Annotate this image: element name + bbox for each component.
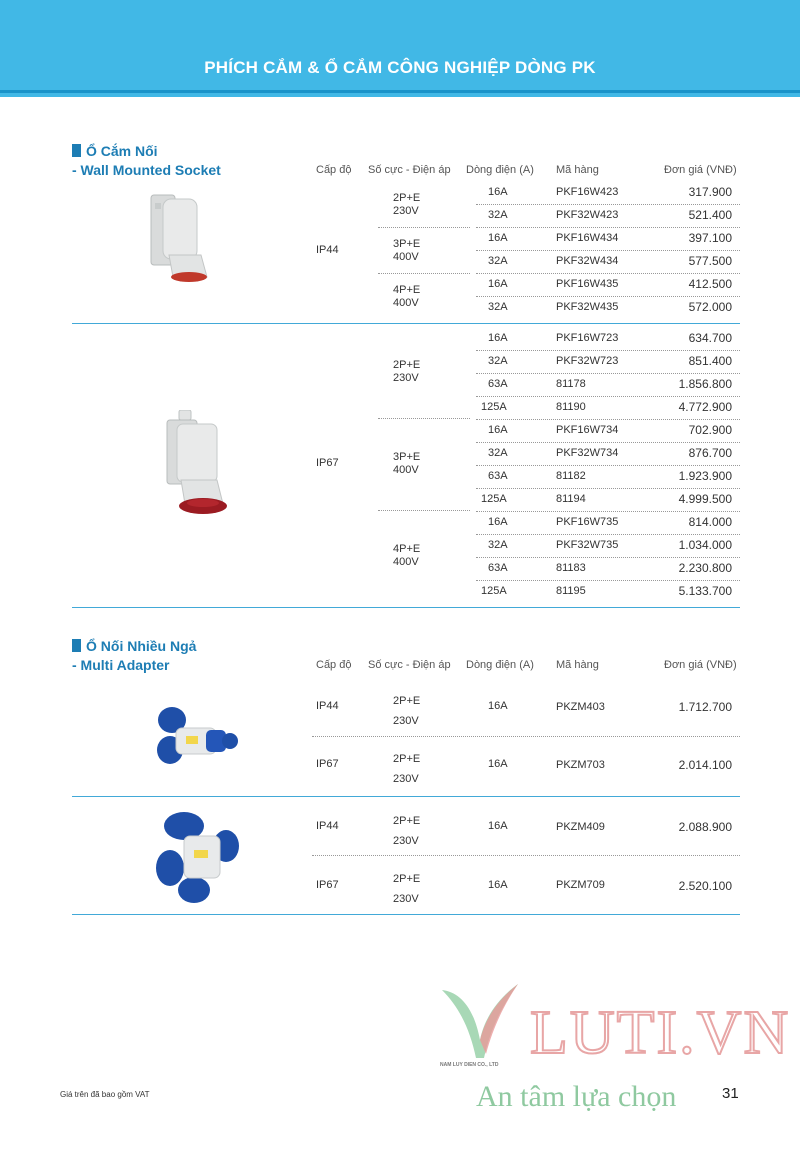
- col-header-price: Đơn giá (VNĐ): [664, 164, 737, 176]
- col-header-pole: Số cực - Điện áp: [368, 659, 451, 671]
- voltage-value: 230V: [393, 835, 419, 847]
- col-header-ip: Cấp độ: [316, 659, 352, 671]
- product-code: PKZM409: [556, 821, 605, 833]
- price-value: 317.900: [688, 185, 732, 199]
- product-code: PKZM403: [556, 701, 605, 713]
- price-value: 1.923.900: [678, 469, 732, 483]
- voltage-value: 230V: [393, 773, 419, 785]
- row-divider: [476, 511, 740, 512]
- pole-label: [393, 691, 420, 731]
- price-value: 4.999.500: [678, 492, 732, 506]
- page-number: 31: [722, 1085, 739, 1102]
- pole-label: [393, 869, 420, 909]
- price-value: 1.034.000: [678, 538, 732, 552]
- product-code: PKF16W423: [556, 186, 619, 198]
- product-code: 81194: [556, 493, 586, 505]
- amp-value: 32A: [488, 355, 508, 367]
- price-value: 572.000: [688, 300, 732, 314]
- pole-value: 4P+E: [393, 543, 421, 555]
- watermark-slogan: An tâm lựa chọn: [476, 1080, 677, 1113]
- col-header-amp: Dòng điện (A): [466, 164, 534, 176]
- section1-title: [72, 142, 158, 161]
- price-value: 702.900: [688, 423, 732, 437]
- voltage-value: 230V: [393, 205, 419, 217]
- ip-rating: IP44: [316, 820, 339, 832]
- pole-label: [393, 192, 420, 218]
- wall-socket-ip67-image: [163, 410, 233, 518]
- pole-label: [393, 543, 420, 569]
- ip-rating: IP67: [316, 879, 339, 891]
- amp-value: 16A: [488, 186, 508, 198]
- price-value: 2.230.800: [678, 561, 732, 575]
- amp-value: 125A: [481, 585, 507, 597]
- voltage-value: 400V: [393, 464, 419, 476]
- amp-value: 32A: [488, 539, 508, 551]
- wall-socket-ip44-image: [145, 193, 215, 285]
- price-value: 397.100: [688, 231, 732, 245]
- amp-value: 32A: [488, 255, 508, 267]
- pole-value: 2P+E: [393, 753, 421, 765]
- row-divider: [476, 557, 740, 558]
- product-code: PKZM709: [556, 879, 605, 891]
- amp-value: 32A: [488, 447, 508, 459]
- pole-label: [393, 359, 420, 385]
- watermark-company: NAM LUY DIEN CO., LTD: [440, 1062, 499, 1068]
- row-divider: [476, 273, 740, 274]
- amp-value: 16A: [488, 278, 508, 290]
- product-code: PKF32W434: [556, 255, 619, 267]
- col-header-ip: Cấp độ: [316, 164, 352, 176]
- row-divider: [378, 273, 470, 274]
- product-code: PKF32W435: [556, 301, 619, 313]
- ip-rating: IP44: [316, 700, 339, 712]
- pole-value: 4P+E: [393, 284, 421, 296]
- row-divider: [378, 418, 470, 419]
- group-divider: [72, 323, 740, 324]
- product-code: 81190: [556, 401, 586, 413]
- row-divider: [476, 350, 740, 351]
- amp-value: 16A: [488, 879, 508, 891]
- row-divider: [476, 250, 740, 251]
- row-divider: [476, 465, 740, 466]
- price-value: 876.700: [688, 446, 732, 460]
- col-header-pole: Số cực - Điện áp: [368, 164, 451, 176]
- amp-value: 16A: [488, 516, 508, 528]
- product-code: 81182: [556, 470, 586, 482]
- row-divider: [476, 396, 740, 397]
- price-value: 814.000: [688, 515, 732, 529]
- product-code: PKF16W723: [556, 332, 619, 344]
- voltage-value: 400V: [393, 251, 419, 263]
- price-value: 2.014.100: [678, 758, 732, 772]
- pole-label: [393, 749, 420, 789]
- product-code: 81178: [556, 378, 586, 390]
- amp-value: 63A: [488, 562, 508, 574]
- voltage-value: 400V: [393, 297, 419, 309]
- row-divider: [476, 488, 740, 489]
- price-value: 2.088.900: [678, 820, 732, 834]
- pole-label: [393, 451, 420, 477]
- row-divider: [476, 227, 740, 228]
- pole-label: [393, 284, 420, 310]
- product-code: PKF32W723: [556, 355, 619, 367]
- voltage-value: 230V: [393, 715, 419, 727]
- price-value: 5.133.700: [678, 584, 732, 598]
- price-value: 1.856.800: [678, 377, 732, 391]
- voltage-value: 400V: [393, 556, 419, 568]
- bullet-square-icon: [72, 144, 81, 157]
- pole-label: [393, 811, 420, 851]
- company-logo-icon: [440, 980, 520, 1062]
- amp-value: 16A: [488, 758, 508, 770]
- pole-value: 2P+E: [393, 815, 421, 827]
- ip-rating-group2: IP67: [316, 457, 339, 469]
- pole-value: 2P+E: [393, 359, 421, 371]
- product-code: PKZM703: [556, 759, 605, 771]
- bullet-square-icon: [72, 639, 81, 652]
- section-divider: [72, 607, 740, 608]
- row-divider: [312, 855, 740, 856]
- product-code: PKF32W734: [556, 447, 619, 459]
- amp-value: 63A: [488, 470, 508, 482]
- product-code: 81183: [556, 562, 586, 574]
- pole-label: [393, 238, 420, 264]
- section2-title: [72, 637, 196, 656]
- ip-rating: IP67: [316, 758, 339, 770]
- price-value: 577.500: [688, 254, 732, 268]
- amp-value: 32A: [488, 301, 508, 313]
- watermark-brand: LUTI.VN: [530, 999, 791, 1067]
- product-code: PKF16W435: [556, 278, 619, 290]
- pole-value: 2P+E: [393, 695, 421, 707]
- product-code: PKF16W734: [556, 424, 619, 436]
- row-divider: [312, 736, 740, 737]
- product-code: PKF32W423: [556, 209, 619, 221]
- row-divider: [378, 227, 470, 228]
- page-header: [0, 0, 800, 97]
- multi-adapter-3way-image: [150, 702, 242, 772]
- section2-subtitle: - Multi Adapter: [72, 657, 170, 673]
- pole-value: 3P+E: [393, 451, 421, 463]
- col-header-price: Đơn giá (VNĐ): [664, 659, 737, 671]
- row-divider: [476, 296, 740, 297]
- amp-value: 16A: [488, 332, 508, 344]
- product-code: 81195: [556, 585, 586, 597]
- row-divider: [476, 442, 740, 443]
- price-value: 2.520.100: [678, 879, 732, 893]
- pole-value: 2P+E: [393, 192, 421, 204]
- ip-rating-group1: IP44: [316, 244, 339, 256]
- row-divider: [476, 419, 740, 420]
- row-divider: [476, 373, 740, 374]
- pole-value: 2P+E: [393, 873, 421, 885]
- row-divider: [476, 534, 740, 535]
- multi-adapter-4way-image: [152, 810, 242, 904]
- col-header-code: Mã hàng: [556, 659, 599, 671]
- section2-title-text: Ổ Nối Nhiều Ngả: [86, 638, 197, 654]
- price-value: 412.500: [688, 277, 732, 291]
- price-value: 4.772.900: [678, 400, 732, 414]
- voltage-value: 230V: [393, 893, 419, 905]
- amp-value: 125A: [481, 401, 507, 413]
- header-divider: [0, 90, 800, 93]
- price-value: 521.400: [688, 208, 732, 222]
- page-title: PHÍCH CẮM & Ổ CẮM CÔNG NGHIỆP DÒNG PK: [204, 58, 596, 77]
- voltage-value: 230V: [393, 372, 419, 384]
- row-divider: [378, 510, 470, 511]
- amp-value: 32A: [488, 209, 508, 221]
- price-value: 851.400: [688, 354, 732, 368]
- amp-value: 16A: [488, 700, 508, 712]
- vat-note: Giá trên đã bao gồm VAT: [60, 1090, 150, 1099]
- row-divider: [476, 580, 740, 581]
- product-code: PKF16W434: [556, 232, 619, 244]
- col-header-code: Mã hàng: [556, 164, 599, 176]
- section1-subtitle: - Wall Mounted Socket: [72, 162, 221, 178]
- amp-value: 16A: [488, 232, 508, 244]
- amp-value: 125A: [481, 493, 507, 505]
- price-value: 634.700: [688, 331, 732, 345]
- pole-value: 3P+E: [393, 238, 421, 250]
- section-divider: [72, 914, 740, 915]
- group-divider: [72, 796, 740, 797]
- product-code: PKF32W735: [556, 539, 619, 551]
- section1-title-text: Ổ Cắm Nối: [86, 143, 158, 159]
- col-header-amp: Dòng điện (A): [466, 659, 534, 671]
- amp-value: 16A: [488, 820, 508, 832]
- row-divider: [476, 204, 740, 205]
- amp-value: 16A: [488, 424, 508, 436]
- price-value: 1.712.700: [678, 700, 732, 714]
- product-code: PKF16W735: [556, 516, 619, 528]
- amp-value: 63A: [488, 378, 508, 390]
